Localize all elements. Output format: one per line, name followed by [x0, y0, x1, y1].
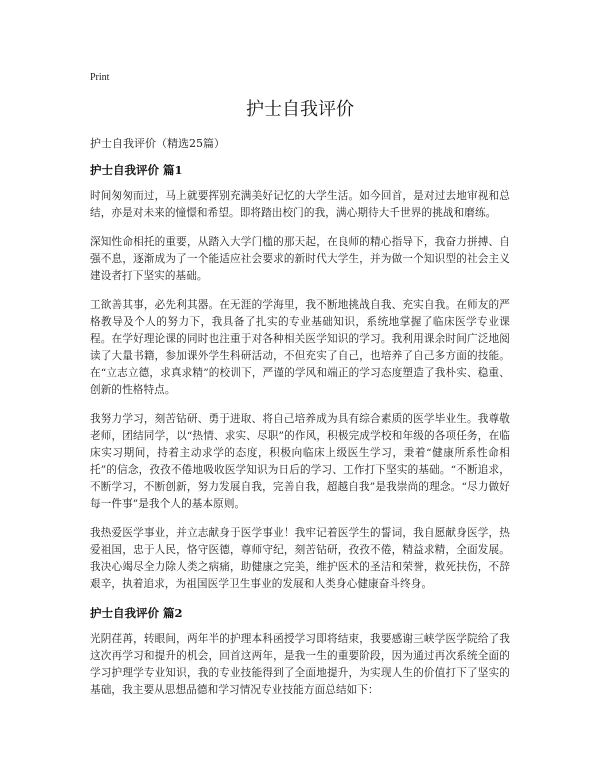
section-heading: 护士自我评价 篇2 [90, 606, 183, 620]
paragraph: 光阴荏苒，转眼间，两年半的护理本科函授学习即将结束，我要感谢三峡学医学院给了我这次再学习和提升的机会，回首这两年，是我一生的重要阶段，因为通过再次系统全面的学习护理学专业知识，我的专业技能得到了全面地提升，为实现人生的价值打下了坚实的基础，我主要从思想品德和学习情况专业技能方面总结如下： [90, 633, 510, 696]
section-1 [90, 162, 510, 593]
section-heading: 护士自我评价 篇1 [90, 163, 183, 177]
paragraph: 时间匆匆而过，马上就要挥别充满美好记忆的大学生活。如今回首，是对过去地审视和总结，亦是对未来的憧憬和希望。即将踏出校门的我，满心期待大千世界的挑战和磨练。 [90, 190, 510, 219]
paragraph: 工欲善其事，必先利其器。在无涯的学海里，我不断地挑战自我、充实自我。在师友的严格教导及个人的努力下，我具备了扎实的专业基础知识，系统地掌握了临床医学专业课程。在学好理论课的同时也注重于对各种相关医学知识的学习。我利用课余时间广泛地阅读了大量书籍，参加课外学生科研活动，不但充实了自己，也培养了自己多方面的技能。在“立志立德，求真求精”的校训下，严谨的学风和端正的学习态度塑造了我朴实、稳重、创新的性格特点。 [90, 299, 510, 396]
section-2 [90, 605, 510, 699]
document-title: 护士自我评价 [246, 99, 354, 120]
print-label: Print [90, 72, 110, 83]
document-subtitle: 护士自我评价（精选25篇） [90, 137, 225, 150]
paragraph: 我努力学习，刻苦钻研、勇于进取、将自己培养成为具有综合素质的医学毕业生。我尊敬老师，团结同学，以“热情、求实、尽职”的作风，积极完成学校和年级的各项任务，在临床实习期间，持着主动求学的态度，积极向临床上级医生学习，秉着“健康所系性命相托”的信念，孜孜不倦地吸收医学知识为日后的学习、工作打下坚实的基础。“不断追求，不断学习，不断创新，努力发展自我，完善自我，超越自我”是我崇尚的理念。“尽力做好每一件事”是我个人的基本原则。 [90, 413, 510, 510]
paragraph: 我热爱医学事业，并立志献身于医学事业！我牢记着医学生的誓词，我自愿献身医学，热爱祖国，忠于人民，恪守医德，尊师守纪，刻苦钻研，孜孜不倦，精益求精，全面发展。我决心竭尽全力除人类之病痛，助健康之完美，维护医术的圣洁和荣誉，救死扶伤，不辞艰辛，执着追求，为祖国医学卫生事业的发展和人类身心健康奋斗终身。 [90, 527, 510, 590]
paragraph: 深知性命相托的重要，从踏入大学门槛的那天起，在良师的精心指导下，我奋力拼搏、自强不息，逐渐成为了一个能适应社会要求的新时代大学生，并为做一个知识型的社会主义建设者打下坚实的基础。 [90, 236, 510, 282]
